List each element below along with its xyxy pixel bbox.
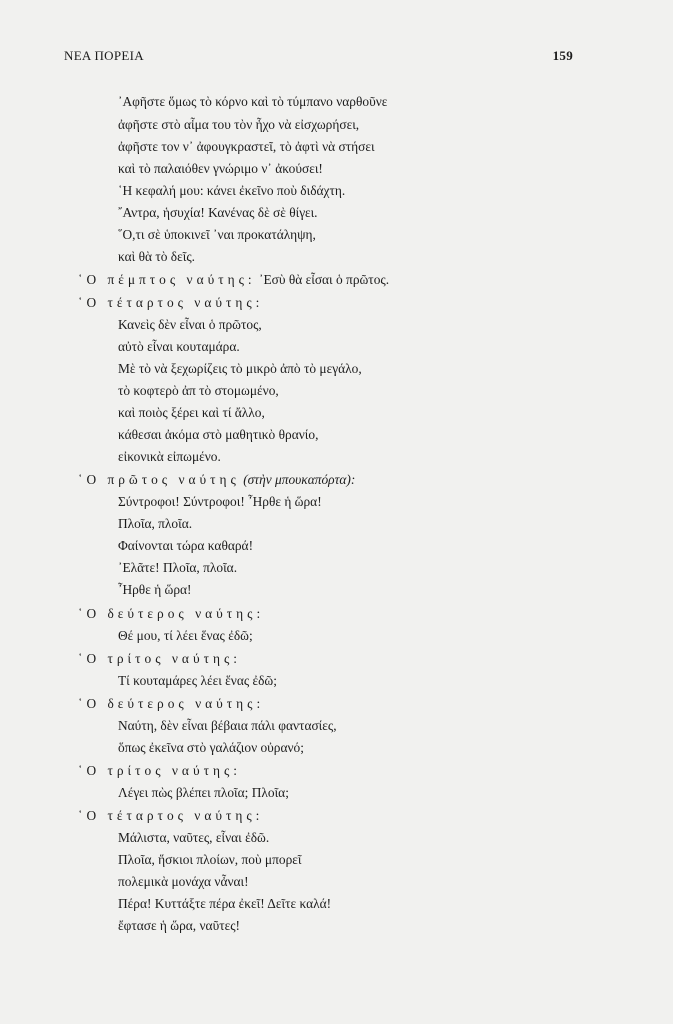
verse-line: ῾Η κεφαλή μου: κάνει ἐκεῖνο ποὺ διδάχτη. [118, 183, 346, 198]
speech-line [78, 272, 389, 288]
speech-line [78, 472, 355, 488]
speaker-name: ῾Ο τέταρτος ναύτης: [78, 295, 264, 310]
verse-line: ᾿Αφῆστε ὅμως τὸ κόρνο καὶ τὸ τύμπανο ναρθοῦνε [118, 94, 388, 109]
verse-line: ᾿Ελᾶτε! Πλοῖα, πλοῖα. [118, 560, 238, 575]
speaker-name: ῾Ο τρίτος ναύτης: [78, 763, 241, 778]
verse-line: κάθεσαι ἀκόμα στὸ μαθητικὸ θρανίο, [118, 427, 319, 442]
verse-line: Λέγει πὼς βλέπει πλοῖα; Πλοῖα; [118, 785, 289, 800]
speech-text: ᾿Εσὺ θὰ εἶσαι ὁ πρῶτος. [255, 272, 390, 287]
verse-line: ἔφτασε ἡ ὥρα, ναῦτες! [118, 918, 240, 933]
verse-line: Πλοῖα, πλοῖα. [118, 516, 193, 531]
verse-line: Σύντροφοι! Σύντροφοι! ῏Ηρθε ἡ ὥρα! [118, 494, 322, 509]
verse-line: καὶ ποιὸς ξέρει καὶ τί ἄλλο, [118, 405, 265, 420]
verse-line: πολεμικὰ μονάχα νἆναι! [118, 874, 249, 889]
speaker-name: ῾Ο πέμπτος ναύτης: [78, 272, 256, 287]
verse-line: Τί κουταμάρες λέει ἕνας ἐδῶ; [118, 673, 277, 688]
verse-line: ῎Αντρα, ἡσυχία! Κανένας δὲ σὲ θίγει. [118, 205, 318, 220]
speaker-name: ῾Ο τρίτος ναύτης: [78, 651, 241, 666]
verse-line: καὶ θὰ τὸ δεῖς. [118, 249, 195, 264]
verse-line: Ναύτη, δὲν εἶναι βέβαια πάλι φαντασίες, [118, 718, 337, 733]
running-title: ΝΕΑ ΠΟΡΕΙΑ [64, 48, 144, 63]
speaker-name: ῾Ο δεύτερος ναύτης: [78, 696, 265, 711]
verse-line: ὅπως ἐκεῖνα στὸ γαλάζιον οὐρανό; [118, 740, 304, 755]
verse-line: αὐτὸ εἶναι κουταμάρα. [118, 339, 240, 354]
verse-line: Κανεὶς δὲν εἶναι ὁ πρῶτος, [118, 317, 262, 332]
verse-line: τὸ κοφτερὸ ἀπ τὸ στομωμένο, [118, 383, 279, 398]
verse-line: Πέρα! Κυττάξτε πέρα ἐκεῖ! Δεῖτε καλά! [118, 896, 332, 911]
verse-line: Πλοῖα, ἥσκιοι πλοίων, ποὺ μπορεῖ [118, 852, 302, 867]
verse-line: Μὲ τὸ νὰ ξεχωρίζεις τὸ μικρὸ ἀπὸ τὸ μεγάλο, [118, 361, 362, 376]
verse-line: ἀφῆστε τον ν᾿ ἀφουγκραστεῖ, τὸ ἀφτὶ νὰ στήσει [118, 139, 375, 154]
verse-line: Φαίνονται τώρα καθαρά! [118, 538, 254, 553]
stage-direction: (στὴν μπουκαπόρτα): [243, 472, 356, 487]
verse-line: ῏Ηρθε ἡ ὥρα! [118, 582, 192, 597]
verse-line: ἀφῆστε στὸ αἷμα του τὸν ἦχο νὰ εἰσχωρήσει, [118, 117, 360, 132]
verse-line: καὶ τὸ παλαιόθεν γνώριμο ν᾿ ἀκούσει! [118, 161, 323, 176]
speaker-name: ῾Ο τέταρτος ναύτης: [78, 808, 264, 823]
page-number: 159 [552, 48, 573, 63]
verse-line: Θέ μου, τί λέει ἕνας ἐδῶ; [118, 628, 253, 643]
verse-line: Μάλιστα, ναῦτες, εἶναι ἐδῶ. [118, 830, 270, 845]
speaker-name: ῾Ο δεύτερος ναύτης: [78, 606, 265, 621]
verse-line: ῞Ο,τι σὲ ὑποκινεῖ ᾿ναι προκατάληψη, [118, 227, 316, 242]
verse-line: εἰκονικὰ εἰπωμένο. [118, 449, 221, 464]
speaker-name: ῾Ο πρῶτος ναύτης [78, 472, 240, 487]
